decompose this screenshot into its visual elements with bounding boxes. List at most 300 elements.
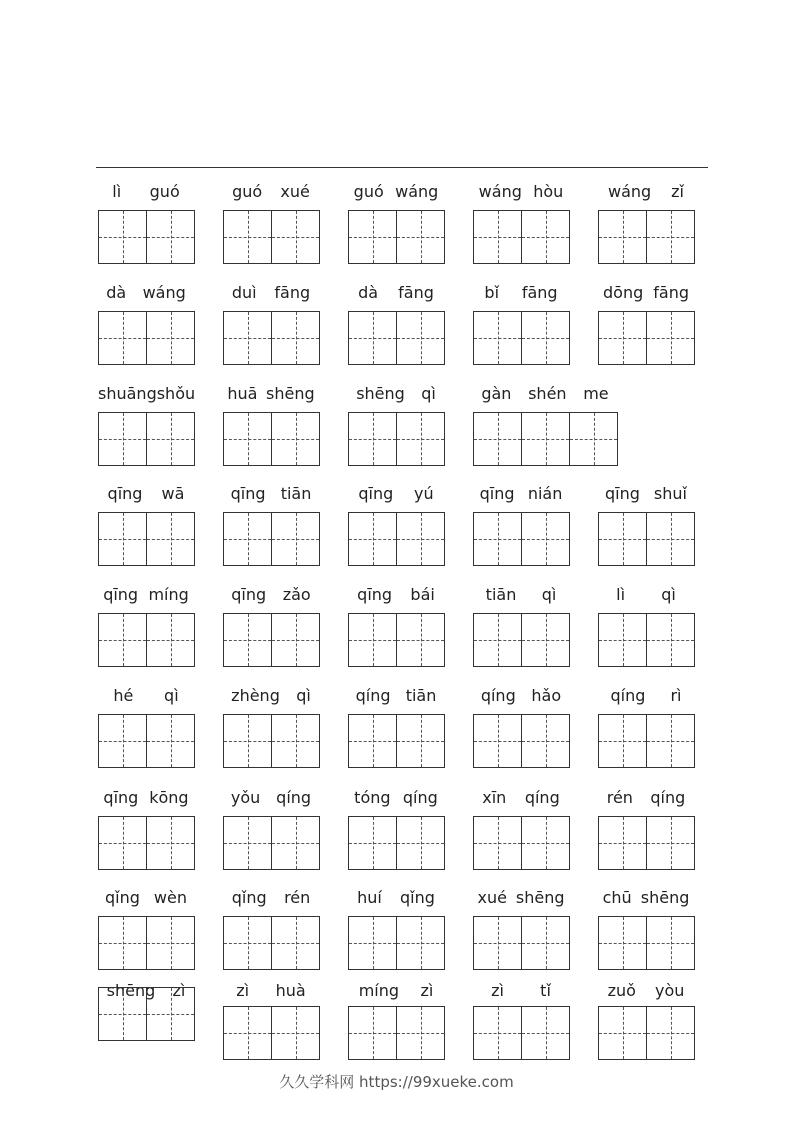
writing-cell[interactable] [473,412,522,466]
writing-cell[interactable] [598,714,647,768]
writing-cell[interactable] [396,210,445,264]
pinyin-syllable: qì [296,685,311,705]
writing-cell[interactable] [98,512,147,566]
pinyin-syllable: tiān [405,685,437,705]
pinyin-syllable: qīng [357,584,393,604]
word-item [473,886,569,976]
pinyin-label [348,979,444,1001]
writing-cell[interactable] [271,311,320,365]
writing-cell[interactable] [271,512,320,566]
pinyin-syllable: yǒu [230,787,261,807]
pinyin-syllable: shuǐ [653,483,687,503]
pinyin-label [473,180,569,202]
pinyin-syllable: wáng [478,181,522,201]
writing-cell[interactable] [396,916,445,970]
pinyin-label [98,281,194,303]
writing-cell[interactable] [146,613,195,667]
tianzige-grid [223,714,320,766]
writing-cell[interactable] [598,613,647,667]
pinyin-label [98,886,194,908]
pinyin-syllable: shēng [356,383,405,403]
writing-cell[interactable] [348,613,397,667]
pinyin-syllable: shēng [106,980,156,1000]
pinyin-label [473,684,569,706]
word-item [223,786,319,876]
writing-cell[interactable] [98,311,147,365]
pinyin-syllable: rì [670,685,682,705]
pinyin-label [223,979,319,1001]
pinyin-syllable: gàn [481,383,512,403]
tianzige-grid [473,916,570,968]
word-item [348,979,444,1069]
pinyin-label [473,281,569,303]
pinyin-label [473,583,569,605]
pinyin-label [348,482,444,504]
pinyin-label [598,281,694,303]
word-item [98,979,194,1069]
pinyin-syllable: qǐng [105,887,140,907]
pinyin-syllable: qì [661,584,676,604]
writing-cell[interactable] [646,1006,695,1060]
pinyin-syllable: shén [528,383,567,403]
writing-cell[interactable] [98,916,147,970]
writing-cell[interactable] [348,1006,397,1060]
tianzige-grid [598,714,695,766]
pinyin-syllable: rén [606,787,633,807]
writing-cell[interactable] [271,816,320,870]
tianzige-grid [98,311,195,363]
writing-cell[interactable] [271,412,320,466]
writing-cell[interactable] [348,210,397,264]
pinyin-syllable: nián [527,483,563,503]
writing-cell[interactable] [598,311,647,365]
writing-cell[interactable] [348,916,397,970]
header-rule [96,167,708,168]
word-item [223,180,319,270]
writing-cell[interactable] [473,311,522,365]
writing-cell[interactable] [223,1006,272,1060]
pinyin-label [473,786,569,808]
writing-cell[interactable] [98,613,147,667]
writing-cell[interactable] [521,512,570,566]
writing-cell[interactable] [646,311,695,365]
tianzige-grid [348,512,445,564]
writing-cell[interactable] [223,916,272,970]
pinyin-syllable: shēng [640,887,690,907]
pinyin-syllable: yòu [655,980,685,1000]
word-item [473,482,569,572]
tianzige-grid [98,916,195,968]
pinyin-syllable: tóng [354,787,391,807]
pinyin-label [348,684,444,706]
pinyin-syllable: míng [358,980,400,1000]
word-item [473,281,569,371]
pinyin-label [348,281,444,303]
writing-cell[interactable] [223,512,272,566]
pinyin-syllable: hǎo [531,685,562,705]
pinyin-syllable: hòu [533,181,564,201]
tianzige-grid [473,412,618,464]
writing-cell[interactable] [646,210,695,264]
pinyin-syllable: qíng [480,685,516,705]
word-item [473,583,569,673]
pinyin-syllable: rén [284,887,311,907]
tianzige-grid [223,613,320,665]
pinyin-syllable: qīng [230,483,266,503]
pinyin-syllable: dà [106,282,127,302]
pinyin-label [223,382,319,404]
pinyin-syllable: qì [164,685,179,705]
footer-watermark: 久久学科网 https://99xueke.com [279,1073,514,1091]
writing-cell[interactable] [473,916,522,970]
word-item [348,786,444,876]
pinyin-syllable: qīng [103,787,139,807]
word-item [598,281,694,371]
pinyin-label [598,684,694,706]
writing-cell[interactable] [146,311,195,365]
writing-cell[interactable] [348,816,397,870]
pinyin-syllable: yú [414,483,434,503]
pinyin-label [223,786,319,808]
pinyin-syllable: qíng [402,787,438,807]
tianzige-grid [98,987,195,1039]
pinyin-label [598,786,694,808]
pinyin-syllable: tǐ [540,980,551,1000]
pinyin-label [223,180,319,202]
word-item [348,281,444,371]
writing-cell[interactable] [271,1006,320,1060]
pinyin-label [98,180,194,202]
tianzige-grid [473,714,570,766]
pinyin-label [223,684,319,706]
writing-cell[interactable] [146,816,195,870]
pinyin-syllable: zǐ [671,181,684,201]
writing-cell[interactable] [598,512,647,566]
writing-cell[interactable] [396,714,445,768]
tianzige-grid [223,210,320,262]
pinyin-syllable: qì [541,584,557,604]
pinyin-syllable: huā [227,383,258,403]
word-item [98,583,194,673]
pinyin-label [598,979,694,1001]
writing-cell[interactable] [223,613,272,667]
word-item [223,281,319,371]
pinyin-syllable: lì [112,181,122,201]
pinyin-syllable: wáng [607,181,652,201]
word-item [598,886,694,976]
writing-cell[interactable] [271,613,320,667]
writing-cell[interactable] [98,412,147,466]
tianzige-grid [348,816,445,868]
writing-cell[interactable] [98,714,147,768]
writing-cell[interactable] [646,714,695,768]
pinyin-syllable: duì [231,282,257,302]
tianzige-grid [223,816,320,868]
pinyin-syllable: qīng [358,483,394,503]
pinyin-syllable: shēng [266,383,315,403]
pinyin-syllable: qíng [355,685,391,705]
tianzige-grid [598,311,695,363]
writing-cell[interactable] [98,210,147,264]
pinyin-syllable: qíng [276,787,312,807]
pinyin-label [473,886,569,908]
pinyin-syllable: wā [161,483,185,503]
writing-cell[interactable] [598,210,647,264]
tianzige-grid [223,916,320,968]
word-item [223,886,319,976]
pinyin-label [98,583,194,605]
pinyin-label [598,482,694,504]
writing-cell[interactable] [646,916,695,970]
writing-cell[interactable] [521,311,570,365]
tianzige-grid [473,512,570,564]
pinyin-label [473,482,569,504]
pinyin-syllable: fāng [653,282,689,302]
tianzige-grid [98,412,195,464]
tianzige-grid [223,512,320,564]
pinyin-syllable: huí [357,887,382,907]
pinyin-syllable: shēng [515,887,565,907]
pinyin-label [598,583,694,605]
pinyin-syllable: guó [149,181,180,201]
pinyin-syllable: tiān [280,483,312,503]
tianzige-grid [473,311,570,363]
tianzige-grid [348,1006,445,1058]
tianzige-grid [598,210,695,262]
word-item [98,382,194,472]
writing-cell[interactable] [521,916,570,970]
tianzige-grid [348,311,445,363]
word-item [473,684,569,774]
pinyin-syllable: xīn [482,787,507,807]
pinyin-label [348,583,444,605]
pinyin-label [98,482,194,504]
writing-cell[interactable] [223,816,272,870]
tianzige-grid [98,210,195,262]
writing-cell[interactable] [223,210,272,264]
pinyin-label [98,786,194,808]
tianzige-grid [473,210,570,262]
writing-cell[interactable] [646,512,695,566]
word-item [473,979,569,1069]
pinyin-label [98,382,194,404]
tianzige-grid [598,916,695,968]
pinyin-syllable: míng [148,584,189,604]
tianzige-grid [473,1006,570,1058]
pinyin-syllable: huà [275,980,306,1000]
pinyin-label [223,886,319,908]
word-item [348,482,444,572]
tianzige-grid [223,311,320,363]
pinyin-label [473,979,569,1001]
writing-cell[interactable] [348,412,397,466]
pinyin-syllable: guó [232,181,263,201]
tianzige-grid [223,412,320,464]
writing-cell[interactable] [598,1006,647,1060]
word-item [348,886,444,976]
word-item [473,382,617,472]
tianzige-grid [348,613,445,665]
pinyin-syllable: xué [280,181,310,201]
pinyin-syllable: fāng [274,282,311,302]
word-item [598,684,694,774]
word-item [473,786,569,876]
writing-cell[interactable] [223,311,272,365]
pinyin-syllable: bái [410,584,435,604]
writing-cell[interactable] [271,714,320,768]
writing-cell[interactable] [146,987,195,1041]
writing-cell[interactable] [146,916,195,970]
word-item [98,180,194,270]
tianzige-grid [98,512,195,564]
pinyin-syllable: qíng [524,787,560,807]
writing-cell[interactable] [396,412,445,466]
writing-cell[interactable] [396,816,445,870]
pinyin-label [98,684,194,706]
writing-cell[interactable] [521,1006,570,1060]
word-item [598,583,694,673]
writing-cell[interactable] [521,816,570,870]
writing-cell[interactable] [569,412,618,466]
pinyin-label [223,583,319,605]
tianzige-grid [223,1006,320,1058]
word-item [598,180,694,270]
writing-cell[interactable] [598,816,647,870]
tianzige-grid [98,613,195,665]
word-item [473,180,569,270]
pinyin-syllable: qīng [605,483,640,503]
tianzige-grid [98,816,195,868]
word-item [348,382,444,472]
pinyin-label [598,180,694,202]
word-item [98,886,194,976]
pinyin-syllable: me [583,383,609,403]
writing-cell[interactable] [521,613,570,667]
pinyin-syllable: zhèng [231,685,280,705]
pinyin-syllable: zì [236,980,250,1000]
pinyin-syllable: qīng [231,584,267,604]
tianzige-grid [598,1006,695,1058]
pinyin-syllable: wáng [142,282,186,302]
pinyin-syllable: bǐ [484,282,500,302]
writing-cell[interactable] [223,714,272,768]
word-item [223,583,319,673]
writing-cell[interactable] [146,714,195,768]
writing-cell[interactable] [348,512,397,566]
tianzige-grid [98,714,195,766]
writing-cell[interactable] [521,412,570,466]
word-item [598,979,694,1069]
writing-cell[interactable] [521,210,570,264]
tianzige-grid [348,916,445,968]
pinyin-syllable: hé [113,685,134,705]
writing-cell[interactable] [473,816,522,870]
writing-cell[interactable] [348,714,397,768]
writing-cell[interactable] [223,412,272,466]
word-item [598,786,694,876]
writing-cell[interactable] [146,512,195,566]
pinyin-syllable: chū [602,887,632,907]
writing-cell[interactable] [396,311,445,365]
tianzige-grid [598,512,695,564]
word-item [98,786,194,876]
pinyin-syllable: qì [421,383,436,403]
writing-cell[interactable] [271,916,320,970]
writing-cell[interactable] [271,210,320,264]
pinyin-syllable: qīng [107,483,143,503]
pinyin-syllable: wáng [395,181,439,201]
writing-cell[interactable] [396,512,445,566]
pinyin-syllable: tiān [485,584,517,604]
writing-cell[interactable] [146,210,195,264]
writing-cell[interactable] [646,816,695,870]
writing-cell[interactable] [98,987,147,1041]
pinyin-syllable: lì [616,584,626,604]
word-item [223,482,319,572]
tianzige-grid [348,412,445,464]
pinyin-syllable: zuǒ [607,980,636,1000]
writing-cell[interactable] [473,1006,522,1060]
word-item [223,979,319,1069]
writing-cell[interactable] [98,816,147,870]
pinyin-syllable: shuāng [98,383,157,403]
pinyin-syllable: fāng [521,282,558,302]
pinyin-label [348,382,444,404]
writing-cell[interactable] [598,916,647,970]
writing-cell[interactable] [396,613,445,667]
pinyin-label [348,886,444,908]
tianzige-grid [473,613,570,665]
writing-cell[interactable] [396,1006,445,1060]
pinyin-syllable: zǎo [282,584,311,604]
word-item [598,482,694,572]
tianzige-grid [348,714,445,766]
pinyin-syllable: shǒu [156,383,196,403]
word-item [348,583,444,673]
tianzige-grid [348,210,445,262]
writing-cell[interactable] [473,613,522,667]
pinyin-syllable: zì [491,980,504,1000]
writing-cell[interactable] [473,210,522,264]
writing-cell[interactable] [473,512,522,566]
pinyin-label [223,482,319,504]
writing-cell[interactable] [348,311,397,365]
pinyin-syllable: qǐng [231,887,267,907]
word-item [98,684,194,774]
pinyin-label [348,180,444,202]
writing-cell[interactable] [146,412,195,466]
pinyin-syllable: dà [358,282,379,302]
pinyin-syllable: zì [172,980,186,1000]
writing-cell[interactable] [521,714,570,768]
pinyin-label [223,281,319,303]
pinyin-syllable: qīng [103,584,139,604]
writing-cell[interactable] [646,613,695,667]
pinyin-syllable: dōng [603,282,644,302]
word-item [98,482,194,572]
word-item [223,382,319,472]
pinyin-syllable: guó [353,181,384,201]
tianzige-grid [473,816,570,868]
word-item [348,684,444,774]
pinyin-syllable: fāng [398,282,434,302]
pinyin-label [598,886,694,908]
word-item [98,281,194,371]
writing-cell[interactable] [473,714,522,768]
pinyin-syllable: zì [420,980,434,1000]
pinyin-syllable: qíng [650,787,686,807]
tianzige-grid [598,613,695,665]
